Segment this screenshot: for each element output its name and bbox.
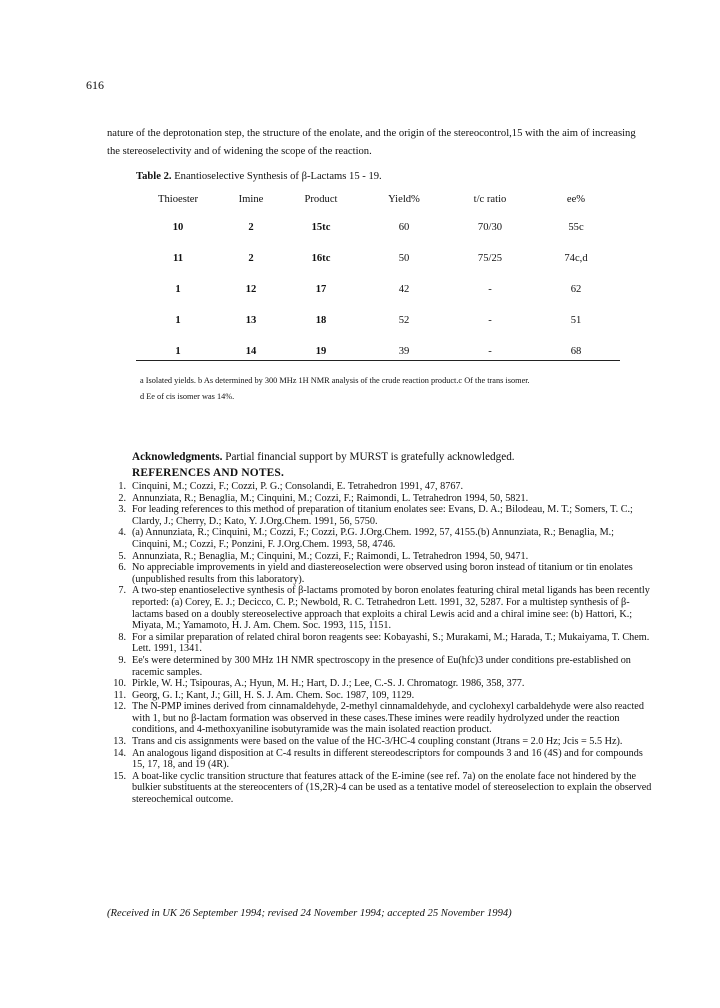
cell-ee: 55c — [568, 222, 584, 233]
reference-number: 13. — [113, 736, 126, 748]
cell-thioester: 1 — [175, 315, 181, 326]
reference-number: 11. — [113, 689, 126, 701]
page-number: 616 — [86, 78, 104, 92]
table-footnote: d Ee of cis isomer was 14%. — [140, 392, 235, 401]
reference-number: 14. — [113, 747, 126, 759]
reference-text: The N-PMP imines derived from cinnamaldehyde, 2-methyl cinnamaldehyde, and cyclohexyl carbaldehyde were also reacted with 1, but no β-lactam formation was observed in these cases.These imines were readily hydrolyzed under the reaction conditions, and 4-methoxyaniline isobutyramide was the main isolated reaction product. — [132, 701, 644, 736]
reference-text: For leading references to this method of preparation of titanium enolates see: Evans, D. A.; Bilodeau, M. T.; Somers, T. C.; Clardy, J.; Cherry, D.; Kato, Y. J.Org.Chem. 1991, 56, 5750. — [132, 504, 633, 527]
reference-number: 3. — [118, 504, 126, 516]
reference-item — [104, 562, 652, 585]
reference-text: Ee's were determined by 300 MHz 1H NMR spectroscopy in the presence of Eu(hfc)3 under conditions pre-established on racemic samples. — [132, 654, 631, 678]
cell-product: 17 — [315, 284, 327, 295]
reference-item — [104, 701, 652, 736]
cell-imine: 2 — [248, 253, 254, 264]
reference-number: 12. — [113, 701, 126, 713]
reference-item — [104, 632, 652, 655]
table-row — [136, 243, 620, 274]
reference-number: 9. — [118, 654, 126, 666]
reference-item — [104, 493, 652, 505]
cell-product: 15tc — [311, 222, 331, 233]
reference-text: Trans and cis assignments were based on the value of the HC-3/HC-4 coupling constant (Jtrans = 2.0 Hz; Jcis = 5.5 Hz). — [132, 736, 623, 748]
reference-number: 2. — [118, 492, 126, 504]
reference-item — [104, 748, 652, 771]
reference-item — [104, 504, 652, 527]
reference-number: 7. — [118, 585, 126, 597]
col-header-ee: ee% — [566, 193, 586, 205]
cell-yield: 60 — [398, 222, 410, 233]
table-row — [136, 336, 620, 367]
results-table — [136, 190, 620, 367]
cell-imine: 14 — [245, 346, 257, 357]
reference-item — [104, 481, 652, 493]
cell-product: 19 — [315, 346, 327, 357]
col-header-tc-ratio: t/c ratio — [473, 193, 507, 205]
table-header-row — [136, 190, 620, 208]
cell-tc-ratio: 75/25 — [477, 253, 503, 264]
reference-text: (a) Annunziata, R.; Cinquini, M.; Cozzi, F.; Cozzi, P.G. J.Org.Chem. 1992, 57, 4155.(b) Annunziata, R.; Benaglia, M.; Cinquini, M.; Cozzi, F.; Ponzini, F. J.Org.Chem. 1993, 58, 4746. — [132, 527, 615, 550]
references-list — [104, 481, 652, 806]
cell-imine: 12 — [245, 284, 257, 295]
acknowledgments-text: Partial financial support by MURST is gratefully acknowledged. — [225, 451, 515, 463]
col-header-imine: Imine — [238, 193, 264, 205]
table-caption-text: Enantioselective Synthesis of β-Lactams 15 - 19. — [174, 171, 382, 182]
cell-thioester: 1 — [175, 284, 181, 295]
reference-item — [104, 690, 652, 702]
cell-imine: 2 — [248, 222, 254, 233]
intro-paragraph: nature of the deprotonation step, the structure of the enolate, and the origin of the stereocontrol,15 with the aim of increasing the stereoselectivity and of widening the scope of the reaction. — [107, 128, 636, 157]
table-caption — [136, 171, 382, 182]
reference-number: 4. — [118, 527, 126, 539]
reference-number: 1. — [118, 481, 126, 492]
reference-item — [104, 527, 652, 550]
col-header-thioester: Thioester — [157, 193, 198, 205]
table-bottom-rule — [136, 360, 620, 361]
cell-product: 18 — [315, 315, 327, 326]
reference-text: For a similar preparation of related chiral boron reagents see: Kobayashi, S.; Murakami, M.; Harada, T.; Mukaiyama, T. Chem. Lett. 1991, 1341. — [132, 631, 650, 655]
cell-ee: 74c,d — [564, 253, 588, 264]
cell-ee: 68 — [570, 346, 582, 357]
table-row — [136, 274, 620, 305]
reference-number: 5. — [118, 550, 126, 562]
reference-item — [104, 736, 652, 748]
cell-yield: 39 — [398, 346, 410, 357]
acknowledgments — [132, 451, 652, 463]
col-header-yield: Yield% — [388, 193, 420, 205]
cell-ee: 62 — [570, 284, 582, 295]
reference-text: A two-step enantioselective synthesis of β-lactams promoted by boron enolates featuring chiral metal ligands has been recently reported: (a) Corey, E. J.; Decicco, C. P.; Newbold, R. C. Tetrahedron Lett. 1991, 32, 5287. For a multistep synthesis of β-lactams based on a doubly stereoselective approach that exploits a chiral Lewis acid and a chiral imine see: (b) Hattori, K.; Miyata, M.; Yamamoto, H. J. Am. Chem. Soc. 1993, 115, 1151. — [132, 585, 650, 632]
reference-text: An analogous ligand disposition at C-4 results in different stereodescriptors for compounds 3 and 16 (4S) and for compounds 15, 17, 18, and 19 (4R). — [132, 747, 643, 771]
cell-tc-ratio: - — [488, 346, 492, 357]
reference-text: Georg, G. I.; Kant, J.; Gill, H. S. J. Am. Chem. Soc. 1987, 109, 1129. — [132, 689, 415, 701]
reference-item — [104, 771, 652, 806]
reference-item — [104, 655, 652, 678]
reference-item — [104, 678, 652, 690]
cell-tc-ratio: 70/30 — [477, 222, 503, 233]
cell-yield: 52 — [398, 315, 410, 326]
table-footnote: a Isolated yields. b As determined by 300 MHz 1H NMR analysis of the crude reaction product.c Of the trans isomer. — [140, 376, 530, 385]
reference-number: 10. — [113, 678, 126, 690]
reference-number: 8. — [118, 631, 126, 643]
reference-text: Cinquini, M.; Cozzi, F.; Cozzi, P. G.; Consolandi, E. Tetrahedron 1991, 47, 8767. — [132, 481, 464, 492]
cell-thioester: 11 — [172, 253, 183, 264]
reference-text: Pirkle, W. H.; Tsipouras, A.; Hyun, M. H.; Hart, D. J.; Lee, C.-S. J. Chromatogr. 1986, 358, 377. — [132, 678, 525, 690]
reference-number: 6. — [118, 562, 126, 574]
reference-text: Annunziata, R.; Benaglia, M.; Cinquini, M.; Cozzi, F.; Raimondi, L. Tetrahedron 1994, 50, 5821. — [132, 492, 529, 504]
acknowledgments-label: Acknowledgments. — [132, 451, 223, 463]
reference-item — [104, 551, 652, 563]
received-dates: (Received in UK 26 September 1994; revised 24 November 1994; accepted 25 November 1994) — [107, 908, 512, 919]
reference-number: 15. — [113, 770, 126, 782]
table-caption-label: Table 2. — [136, 171, 172, 182]
cell-thioester: 10 — [172, 222, 184, 233]
reference-text: No appreciable improvements in yield and diastereoselection were observed using boron instead of titanium or tin enolates (unpublished results from this laboratory). — [132, 562, 633, 585]
table-row — [136, 208, 620, 243]
cell-yield: 50 — [398, 253, 410, 264]
cell-product: 16tc — [311, 253, 331, 264]
table-footnotes — [140, 373, 630, 405]
cell-ee: 51 — [570, 315, 582, 326]
col-header-product: Product — [304, 193, 338, 205]
reference-text: A boat-like cyclic transition structure that features attack of the E-imine (see ref. 7a) on the enolate face not hindered by the bulkier substituents at the stereocenters of (1S,2R)-4 can be used as a tentative model of stereoselection to explain the observed stereochemical outcome. — [132, 770, 652, 806]
cell-yield: 42 — [398, 284, 410, 295]
cell-thioester: 1 — [175, 346, 181, 357]
cell-imine: 13 — [245, 315, 257, 326]
reference-text: Annunziata, R.; Benaglia, M.; Cinquini, M.; Cozzi, F.; Raimondi, L. Tetrahedron 1994, 50, 9471. — [132, 550, 529, 562]
references-heading: REFERENCES AND NOTES. — [132, 467, 284, 479]
cell-tc-ratio: - — [488, 315, 492, 326]
reference-item — [104, 585, 652, 631]
table-row — [136, 305, 620, 336]
cell-tc-ratio: - — [488, 284, 492, 295]
